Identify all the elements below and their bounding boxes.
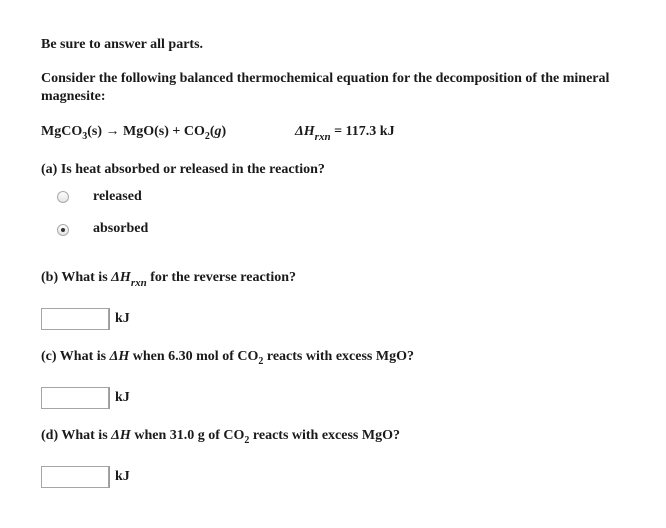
- part-d-question-post: reacts with excess MgO?: [249, 428, 400, 443]
- delta-h-symbol: ΔH: [295, 124, 315, 139]
- part-d-unit-divider: [109, 466, 110, 488]
- part-b-question: [41, 270, 296, 289]
- part-d-delta-h: ΔH: [111, 428, 131, 443]
- equation-state-close: ): [221, 124, 227, 139]
- intro-line-2: magnesite:: [41, 89, 106, 104]
- part-c-unit: kJ: [115, 390, 130, 405]
- equation-state-open: (: [209, 124, 215, 139]
- equation-products: MgO(s) + CO: [123, 124, 205, 139]
- option-absorbed-label[interactable]: absorbed: [93, 221, 149, 236]
- delta-h-subscript: rxn: [314, 131, 331, 143]
- part-c-question-mid: when 6.30 mol of CO: [129, 349, 259, 364]
- part-c-answer-input[interactable]: [41, 387, 109, 409]
- part-b-delta-h: ΔH: [111, 270, 131, 285]
- equation-reactant-state: (s): [87, 124, 102, 139]
- equation-co2-subscript: 2: [204, 131, 210, 142]
- part-b-answer-input[interactable]: [41, 308, 109, 330]
- part-d-unit: kJ: [115, 469, 130, 484]
- part-b-delta-h-subscript: rxn: [130, 277, 147, 289]
- radio-absorbed[interactable]: [57, 224, 69, 236]
- part-c-question: [41, 349, 414, 367]
- equation-arrow: →: [105, 124, 120, 139]
- equation-gas-state: g: [214, 124, 222, 139]
- part-d-co2-subscript: 2: [244, 435, 250, 446]
- part-c-unit-divider: [109, 387, 110, 409]
- option-released-label[interactable]: released: [93, 189, 142, 204]
- instruction-text: Be sure to answer all parts.: [41, 37, 204, 52]
- chemical-equation: [41, 124, 226, 142]
- part-d-answer-input[interactable]: [41, 466, 109, 488]
- part-c-question-pre: (c) What is: [41, 349, 110, 364]
- enthalpy-value: [295, 124, 395, 143]
- part-c-question-post: reacts with excess MgO?: [263, 349, 414, 364]
- equation-reactant-subscript: 3: [82, 131, 88, 142]
- part-a-question: (a) Is heat absorbed or released in the reaction?: [41, 162, 325, 177]
- part-b-question-post: for the reverse reaction?: [146, 270, 297, 285]
- intro-line-1: Consider the following balanced thermochemical equation for the decomposition of the mineral: [41, 71, 610, 86]
- radio-released[interactable]: [57, 191, 69, 203]
- part-d-question-mid: when 31.0 g of CO: [130, 428, 245, 443]
- delta-h-value: = 117.3 kJ: [330, 124, 395, 139]
- part-b-unit-divider: [109, 308, 110, 330]
- part-b-question-pre: (b) What is: [41, 270, 112, 285]
- part-d-question-pre: (d) What is: [41, 428, 112, 443]
- part-c-delta-h: ΔH: [109, 349, 130, 364]
- part-c-co2-subscript: 2: [258, 356, 264, 367]
- equation-reactant: MgCO: [41, 124, 83, 139]
- part-b-unit: kJ: [115, 311, 130, 326]
- part-d-question: [41, 428, 400, 446]
